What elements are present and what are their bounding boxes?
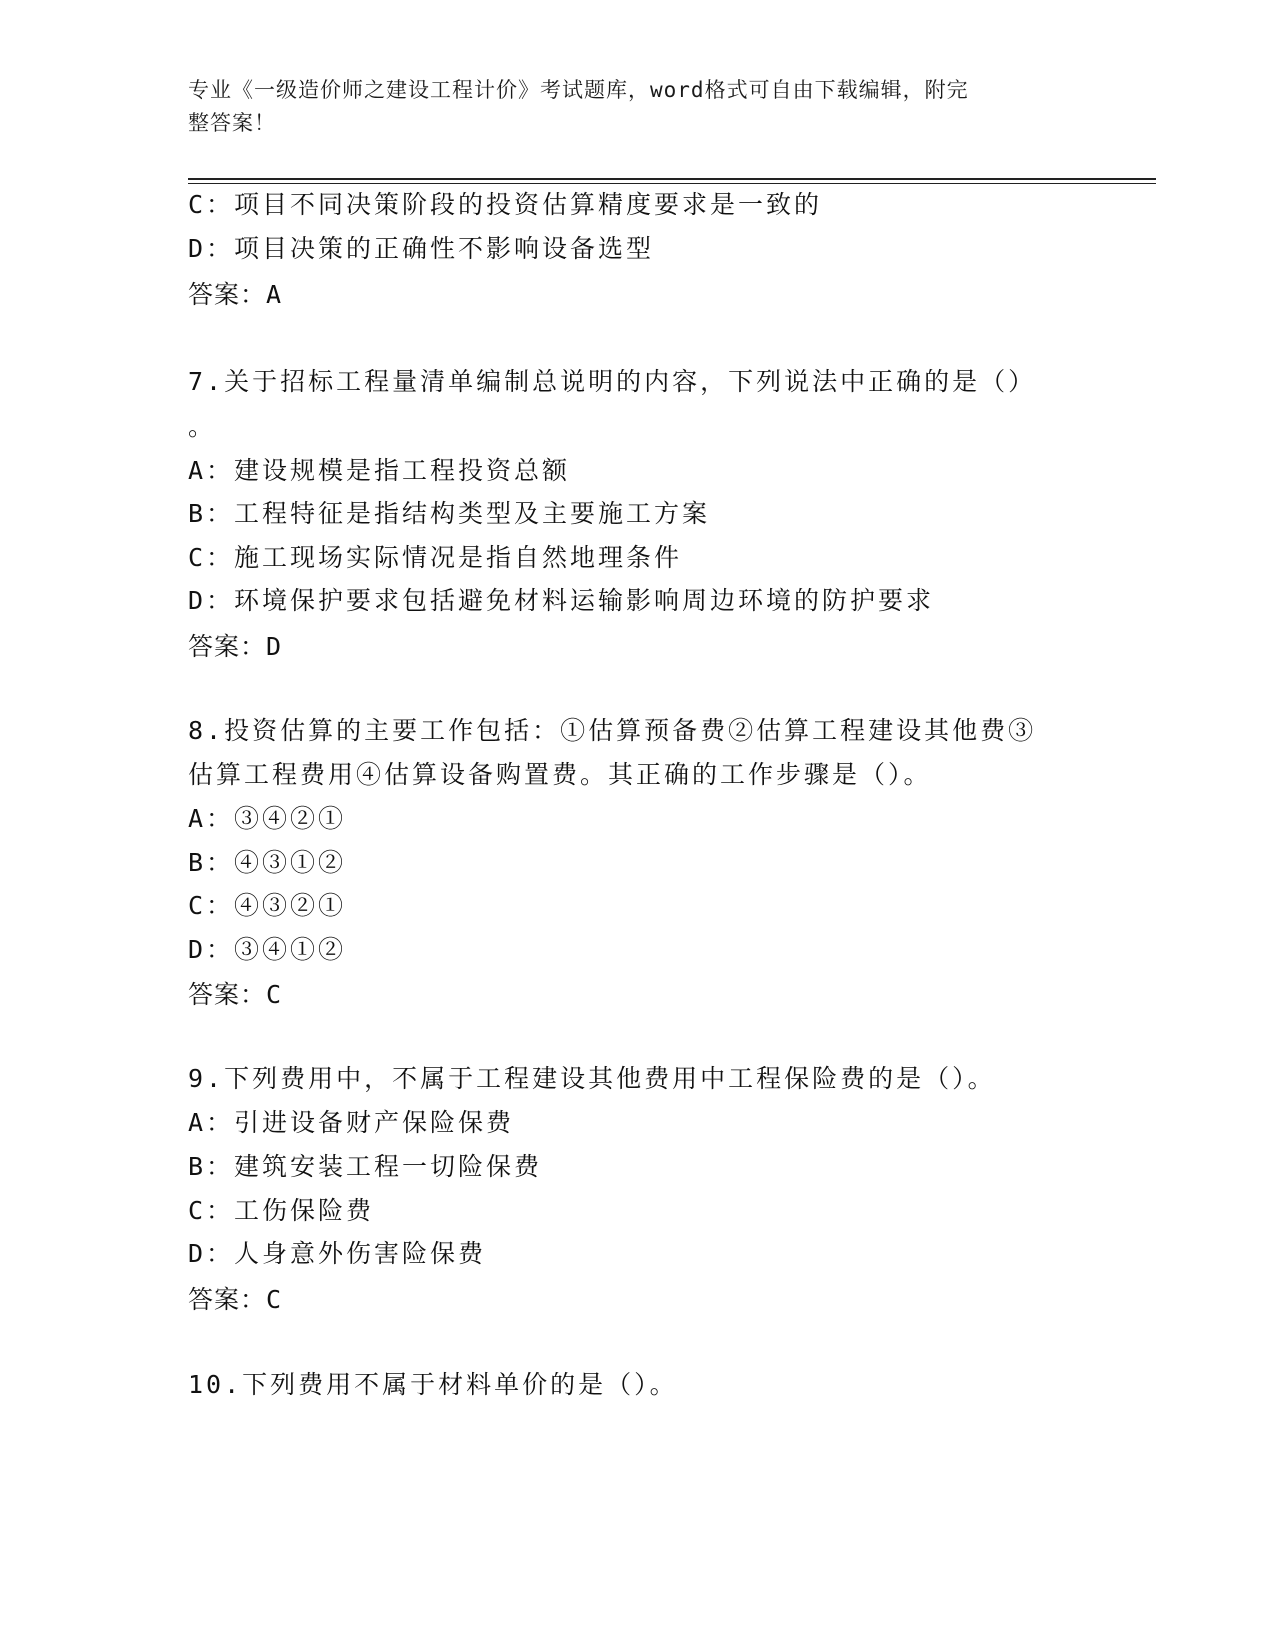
header-divider-thin [188, 183, 1156, 184]
q7-option-d: D：环境保护要求包括避免材料运输影响周边环境的防护要求 [188, 586, 935, 615]
q9-answer: 答案：C [188, 1285, 283, 1314]
q7-stem-line-2: 。 [188, 412, 217, 441]
document-header [188, 74, 1068, 140]
q7-option-c: C：施工现场实际情况是指自然地理条件 [188, 543, 683, 572]
q8-stem-line-1: 8.投资估算的主要工作包括：①估算预备费②估算工程建设其他费③ [188, 716, 1037, 745]
q9-option-a: A：引进设备财产保险保费 [188, 1108, 515, 1137]
q7-option-a: A：建设规模是指工程投资总额 [188, 456, 571, 485]
header-line-2: 整答案！ [188, 111, 276, 135]
q7-answer: 答案：D [188, 632, 283, 661]
q9-stem: 9.下列费用中，不属于工程建设其他费用中工程保险费的是（）。 [188, 1064, 996, 1093]
q8-stem-line-2: 估算工程费用④估算设备购置费。其正确的工作步骤是（）。 [188, 760, 932, 789]
q9-option-b: B：建筑安装工程一切险保费 [188, 1152, 543, 1181]
q6-answer: 答案：A [188, 280, 283, 309]
q8-option-a: A：③④②① [188, 804, 347, 833]
q9-option-c: C：工伤保险费 [188, 1196, 375, 1225]
header-line-1: 专业《一级造价师之建设工程计价》考试题库，word格式可自由下载编辑，附完 [188, 78, 969, 102]
header-divider-thick [188, 178, 1156, 180]
q10-stem: 10.下列费用不属于材料单价的是（）。 [188, 1370, 678, 1399]
q8-answer: 答案：C [188, 980, 283, 1009]
q9-option-d: D：人身意外伤害险保费 [188, 1239, 487, 1268]
q7-stem-line-1: 7.关于招标工程量清单编制总说明的内容，下列说法中正确的是（） [188, 367, 1037, 396]
q7-option-b: B：工程特征是指结构类型及主要施工方案 [188, 499, 711, 528]
q8-option-d: D：③④①② [188, 935, 347, 964]
q8-option-b: B：④③①② [188, 848, 347, 877]
q8-option-c: C：④③②① [188, 891, 347, 920]
q6-option-d: D：项目决策的正确性不影响设备选型 [188, 234, 655, 263]
q6-option-c: C：项目不同决策阶段的投资估算精度要求是一致的 [188, 190, 823, 219]
